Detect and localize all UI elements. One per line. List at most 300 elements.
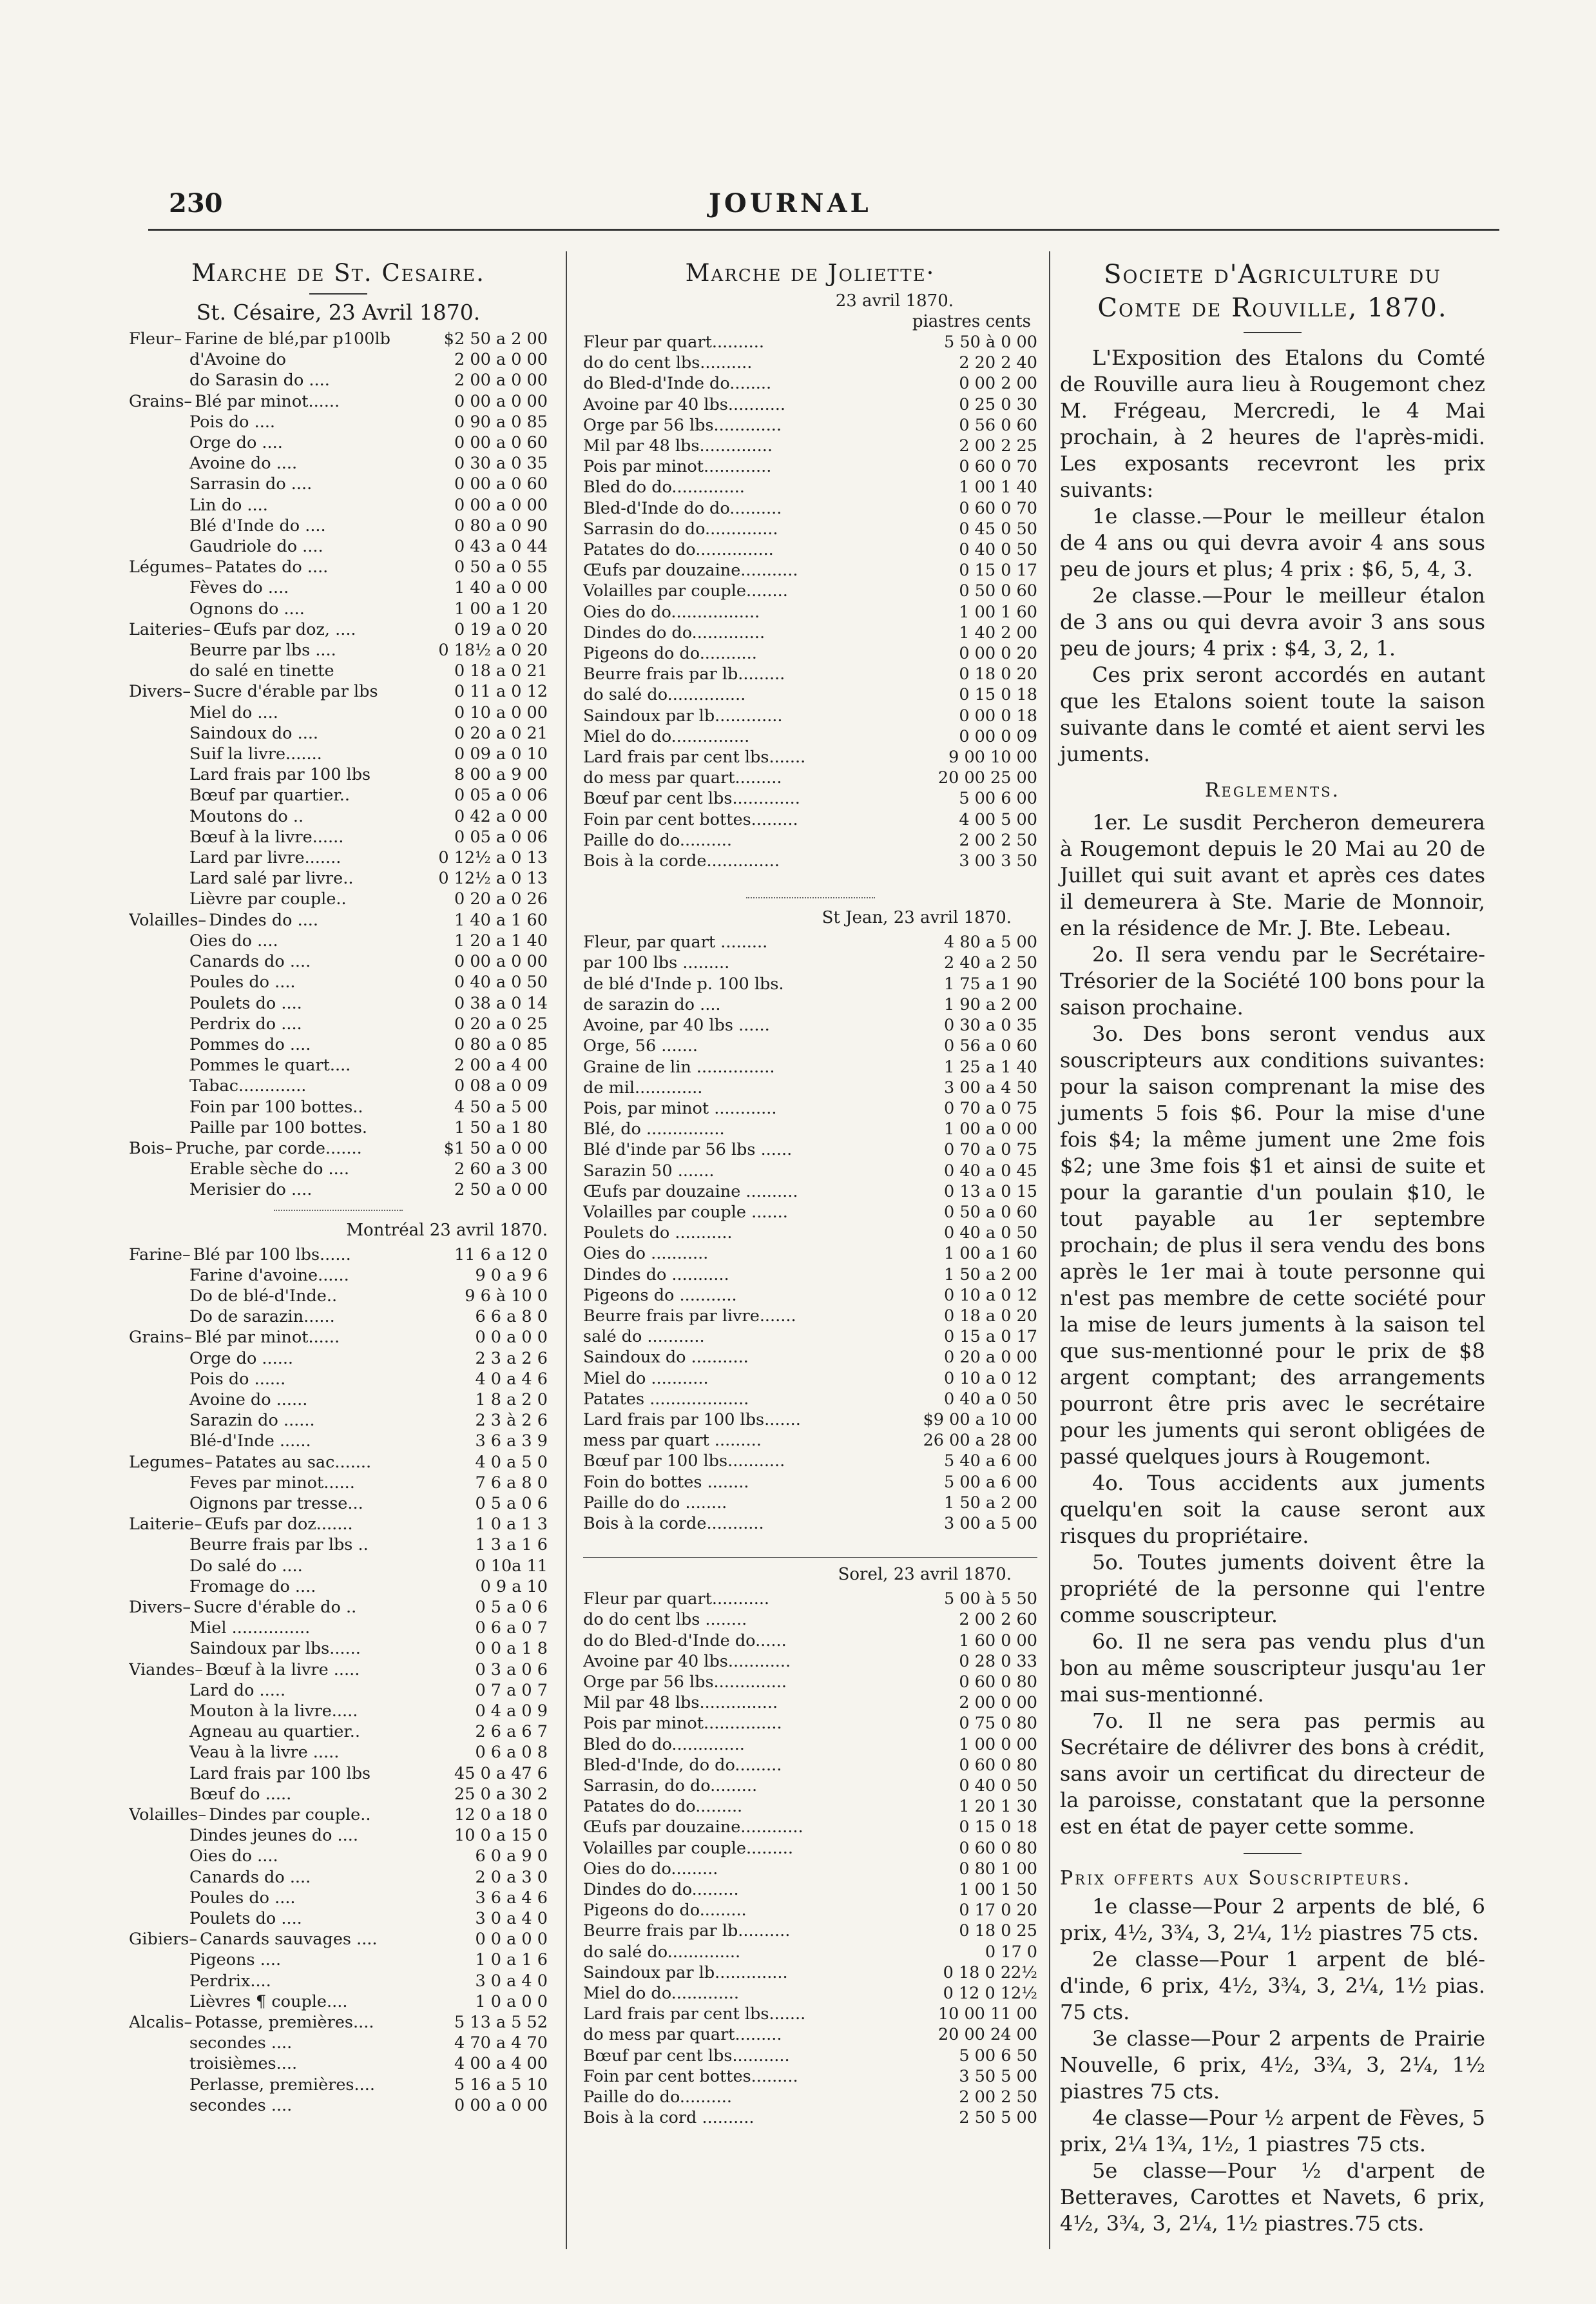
short-rule bbox=[309, 293, 367, 295]
price-row bbox=[583, 2087, 1037, 2107]
price-row bbox=[129, 557, 548, 577]
intro-paragraph: Ces prix seront accordés en autant que les Etalons soient toute la saison suivante dans le comté et aient servi les juments. bbox=[1060, 663, 1485, 766]
item-name: Feves par minot...... bbox=[189, 1473, 355, 1493]
item-name: Lièvre par couple.. bbox=[189, 889, 347, 909]
price-item-label bbox=[583, 1755, 909, 1776]
price-item-label bbox=[129, 1867, 428, 1888]
item-name: Sucre d'érable par lbs bbox=[193, 682, 378, 702]
price-row bbox=[583, 684, 1037, 705]
price-row bbox=[583, 1285, 1037, 1306]
price-item-label bbox=[583, 2087, 909, 2107]
price-row bbox=[583, 1962, 1037, 1983]
category-label: Viandes– bbox=[129, 1660, 203, 1680]
item-name: Œufs par douzaine .......... bbox=[583, 1181, 798, 1201]
price-value: 0 40 0 50 bbox=[959, 1776, 1037, 1796]
price-value: 1 90 a 2 00 bbox=[944, 994, 1037, 1014]
price-row bbox=[583, 353, 1037, 373]
montreal-date: Montréal 23 avril 1870. bbox=[346, 1220, 548, 1240]
sorel-price-list bbox=[583, 1589, 1037, 2128]
price-value: 9 6 à 10 0 bbox=[465, 1286, 548, 1306]
price-value: 0 00 a 0 00 bbox=[454, 495, 548, 515]
price-row bbox=[583, 1879, 1037, 1900]
item-name: Beurre frais par lb......... bbox=[583, 664, 785, 684]
item-name: Do salé do .... bbox=[189, 1556, 303, 1576]
item-name: Patates do .... bbox=[215, 557, 329, 577]
price-value: $1 50 a 0 00 bbox=[443, 1138, 548, 1158]
price-value: 0 12½ a 0 13 bbox=[438, 869, 548, 889]
item-name: Sarazin 50 ....... bbox=[583, 1161, 715, 1181]
price-value: 3 0 a 4 0 bbox=[475, 1909, 548, 1929]
item-name: Avoine par 40 lbs............ bbox=[583, 1651, 791, 1671]
price-row bbox=[129, 1660, 548, 1680]
price-row bbox=[583, 332, 1037, 353]
price-item-label bbox=[129, 1179, 428, 1200]
price-row bbox=[129, 495, 548, 516]
price-row bbox=[129, 889, 548, 909]
price-item-label bbox=[583, 394, 909, 415]
price-row bbox=[583, 1161, 1037, 1181]
price-value: 0 45 0 50 bbox=[959, 519, 1037, 539]
price-value: 0 00 0 09 bbox=[959, 726, 1037, 746]
column-divider bbox=[566, 251, 567, 2249]
price-row bbox=[583, 1098, 1037, 1119]
item-name: Blé, do ............... bbox=[583, 1119, 725, 1139]
price-item-label bbox=[129, 951, 428, 972]
price-value: 0 15 0 18 bbox=[959, 1817, 1037, 1837]
price-row bbox=[583, 664, 1037, 684]
price-item-label bbox=[583, 1493, 909, 1513]
price-row bbox=[583, 1838, 1037, 1859]
item-name: Bœuf par cent lbs............. bbox=[583, 789, 800, 809]
price-row bbox=[129, 1742, 548, 1763]
price-item-label bbox=[129, 1034, 428, 1055]
item-name: Agneau au quartier.. bbox=[189, 1722, 360, 1742]
price-item-label bbox=[129, 723, 428, 744]
price-value: 0 60 0 80 bbox=[959, 1672, 1037, 1692]
price-item-label bbox=[583, 2107, 909, 2128]
price-value: 0 90 a 0 85 bbox=[454, 412, 548, 432]
price-row bbox=[129, 681, 548, 702]
intro-paragraph: L'Exposition des Etalons du Comté de Rouville aura lieu à Rougemont chez M. Frégeau, Mercredi, le 4 Mai prochain, à 2 heures de l'après-midi. Les exposants recevront les prix suivants: bbox=[1060, 345, 1485, 502]
price-item-label bbox=[129, 1159, 428, 1179]
reglement-paragraph: 4o. Tous accidents aux juments quelqu'en soit la cause seront aux risques du propriétaire. bbox=[1060, 1471, 1485, 1548]
item-name: salé do ........... bbox=[583, 1327, 705, 1347]
price-value: 0 56 0 60 bbox=[959, 415, 1037, 435]
price-value: 0 4 a 0 9 bbox=[475, 1701, 548, 1721]
item-name: Perdrix do .... bbox=[189, 1014, 302, 1034]
price-value: 5 00 6 00 bbox=[959, 789, 1037, 809]
price-item-label bbox=[129, 702, 428, 723]
price-value: 3 00 a 5 00 bbox=[944, 1513, 1037, 1533]
item-name: Tabac............. bbox=[189, 1076, 307, 1096]
price-value: 0 80 a 0 90 bbox=[454, 516, 548, 536]
price-value: 0 00 0 18 bbox=[959, 706, 1037, 726]
price-value: 3 00 3 50 bbox=[959, 851, 1037, 871]
price-row bbox=[129, 1118, 548, 1138]
price-row bbox=[583, 2107, 1037, 2128]
price-row bbox=[129, 744, 548, 764]
price-row bbox=[129, 412, 548, 432]
price-value: 0 50 0 60 bbox=[959, 581, 1037, 601]
price-row bbox=[129, 1721, 548, 1742]
price-item-label bbox=[583, 994, 909, 1015]
price-item-label bbox=[583, 706, 909, 726]
price-row bbox=[129, 1179, 548, 1200]
item-name: Pigeons .... bbox=[189, 1950, 282, 1970]
price-value: 1 20 a 1 40 bbox=[454, 931, 548, 951]
price-row bbox=[129, 764, 548, 785]
price-value: 10 00 11 00 bbox=[937, 2004, 1037, 2024]
price-row bbox=[583, 851, 1037, 871]
societe-title-line2: Comte de Rouville, 1870. bbox=[1097, 293, 1448, 323]
price-item-label bbox=[129, 1327, 428, 1348]
price-row bbox=[583, 1015, 1037, 1036]
price-item-label bbox=[129, 495, 428, 516]
price-value: 0 60 0 80 bbox=[959, 1838, 1037, 1858]
price-value: 0 50 a 0 55 bbox=[454, 557, 548, 577]
item-name: Blé par minot...... bbox=[195, 1328, 340, 1348]
price-item-label bbox=[583, 1513, 909, 1534]
price-row bbox=[129, 1055, 548, 1076]
price-value: 12 0 a 18 0 bbox=[454, 1805, 548, 1825]
price-row bbox=[129, 1493, 548, 1514]
price-item-label bbox=[583, 1838, 909, 1859]
price-item-label bbox=[129, 640, 428, 661]
price-row bbox=[583, 1181, 1037, 1202]
price-value: 0 80 1 00 bbox=[959, 1859, 1037, 1879]
reglement-paragraph: 6o. Il ne sera pas vendu plus d'un bon au même souscripteur jusqu'au 1er mai sus-mentionné. bbox=[1060, 1629, 1485, 1707]
price-value: 0 38 a 0 14 bbox=[454, 993, 548, 1013]
item-name: Fromage do .... bbox=[189, 1576, 316, 1596]
price-value: 3 6 a 3 9 bbox=[475, 1431, 548, 1451]
price-value: 2 00 2 25 bbox=[959, 436, 1037, 456]
price-item-label bbox=[583, 664, 909, 684]
price-row bbox=[129, 1701, 548, 1721]
item-name: Canards do .... bbox=[189, 1867, 311, 1887]
price-row bbox=[129, 1286, 548, 1306]
price-value: 0 18 a 0 20 bbox=[944, 1306, 1037, 1326]
price-row bbox=[129, 806, 548, 827]
price-row bbox=[583, 1796, 1037, 1817]
price-item-label bbox=[129, 1618, 428, 1638]
item-name: Fleur par quart........... bbox=[583, 1589, 770, 1609]
price-value: 3 0 a 4 0 bbox=[475, 1971, 548, 1991]
item-name: Pommes do .... bbox=[189, 1034, 311, 1054]
price-value: 2 00 2 50 bbox=[959, 830, 1037, 850]
price-row bbox=[583, 1472, 1037, 1493]
price-row bbox=[129, 1514, 548, 1534]
price-value: 0 3 a 0 6 bbox=[475, 1660, 548, 1680]
price-item-label bbox=[129, 1846, 428, 1866]
price-value: 0 70 a 0 75 bbox=[944, 1098, 1037, 1118]
item-name: Dindes par couple.. bbox=[209, 1805, 371, 1825]
prix-heading: Prix offerts aux Souscripteurs. bbox=[1060, 1867, 1412, 1890]
price-value: 0 80 a 0 85 bbox=[454, 1034, 548, 1054]
price-value: 0 40 0 50 bbox=[959, 540, 1037, 560]
item-name: Lard frais par 100 lbs bbox=[189, 765, 371, 785]
price-row bbox=[583, 2066, 1037, 2087]
item-name: Orge do ...... bbox=[189, 1348, 294, 1368]
item-name: Œufs par douzaine........... bbox=[583, 561, 798, 581]
prix-paragraph: 3e classe—Pour 2 arpents de Prairie Nouvelle, 6 prix, 4½, 3¾, 3, 2¼, 1½ piastres 75 cts. bbox=[1060, 2026, 1485, 2104]
price-value: 0 15 0 17 bbox=[959, 561, 1037, 581]
item-name: secondes .... bbox=[189, 2033, 293, 2053]
price-item-label bbox=[583, 1451, 909, 1471]
prix-paragraph: 1e classe—Pour 2 arpents de blé, 6 prix, 4½, 3¾, 3, 2¼, 1½ piastres 75 cts. bbox=[1060, 1894, 1485, 1945]
price-value: 4 00 5 00 bbox=[959, 809, 1037, 829]
price-value: 5 13 a 5 52 bbox=[454, 2013, 548, 2033]
price-item-label bbox=[583, 1879, 909, 1900]
price-value: 0 10 a 0 00 bbox=[454, 702, 548, 722]
item-name: Paille par 100 bottes. bbox=[189, 1118, 367, 1137]
price-value: 1 40 2 00 bbox=[959, 623, 1037, 643]
price-item-label bbox=[129, 1452, 428, 1473]
price-row bbox=[583, 1713, 1037, 1734]
price-row bbox=[129, 993, 548, 1014]
price-item-label bbox=[129, 1825, 428, 1846]
price-row bbox=[129, 1327, 548, 1348]
price-row bbox=[129, 785, 548, 806]
item-name: Farine d'avoine...... bbox=[189, 1265, 349, 1285]
price-row bbox=[129, 1763, 548, 1784]
price-row bbox=[583, 1672, 1037, 1692]
item-name: do salé do............... bbox=[583, 685, 746, 705]
price-value: 1 0 a 1 3 bbox=[475, 1515, 548, 1534]
price-item-label bbox=[583, 1472, 909, 1493]
item-name: Saindoux par lb............. bbox=[583, 706, 783, 726]
item-name: Œufs par douzaine............ bbox=[583, 1817, 803, 1837]
price-item-label bbox=[129, 536, 428, 557]
item-name: Foin par cent bottes......... bbox=[583, 2066, 798, 2086]
category-label: Bois– bbox=[129, 1138, 173, 1158]
price-row bbox=[129, 1076, 548, 1096]
price-row bbox=[583, 1631, 1037, 1651]
price-item-label bbox=[583, 1368, 909, 1389]
price-row bbox=[129, 1950, 548, 1970]
price-value: 0 18 0 20 bbox=[959, 664, 1037, 684]
item-name: do Bled-d'Inde do........ bbox=[583, 374, 772, 394]
price-item-label bbox=[583, 768, 909, 788]
price-row bbox=[129, 1244, 548, 1265]
price-row bbox=[583, 1589, 1037, 1609]
joliette-date: 23 avril 1870. bbox=[835, 291, 954, 311]
price-value: 0 15 a 0 17 bbox=[944, 1327, 1037, 1347]
price-value: 1 00 a 1 60 bbox=[944, 1244, 1037, 1264]
price-row bbox=[129, 599, 548, 619]
price-value: $2 50 a 2 00 bbox=[443, 329, 548, 349]
item-name: Oies do do................. bbox=[583, 602, 760, 622]
price-row bbox=[583, 1983, 1037, 2004]
item-name: Pois par minot............... bbox=[583, 1714, 782, 1734]
price-row bbox=[583, 1776, 1037, 1796]
price-value: 4 70 a 4 70 bbox=[454, 2033, 548, 2053]
price-value: 5 40 a 6 00 bbox=[944, 1451, 1037, 1471]
price-value: 10 0 a 15 0 bbox=[454, 1826, 548, 1846]
item-name: Mil par 48 lbs............... bbox=[583, 1693, 778, 1713]
item-name: Avoine par 40 lbs........... bbox=[583, 394, 786, 414]
price-value: 0 40 a 0 45 bbox=[944, 1161, 1037, 1181]
price-row bbox=[129, 1389, 548, 1410]
price-item-label bbox=[583, 373, 909, 394]
item-name: Bœuf par cent lbs........... bbox=[583, 2046, 790, 2066]
price-row bbox=[129, 1014, 548, 1034]
price-value: 0 43 a 0 44 bbox=[454, 537, 548, 557]
item-name: Orge do .... bbox=[189, 433, 283, 453]
price-value: 0 20 a 0 00 bbox=[944, 1348, 1037, 1368]
price-row bbox=[583, 1223, 1037, 1243]
price-row bbox=[583, 1202, 1037, 1223]
price-value: 25 0 a 30 2 bbox=[454, 1784, 548, 1804]
price-item-label bbox=[583, 1119, 909, 1139]
price-item-label bbox=[129, 619, 428, 640]
column-st-cesaire bbox=[129, 255, 548, 2116]
price-item-label bbox=[583, 1181, 909, 1202]
price-item-label bbox=[583, 747, 909, 768]
item-name: Lard frais par 100 lbs bbox=[189, 1763, 371, 1783]
price-value: 0 30 a 0 35 bbox=[944, 1016, 1037, 1036]
price-value: 0 9 a 10 bbox=[480, 1576, 548, 1596]
price-item-label bbox=[583, 1817, 909, 1837]
price-item-label bbox=[129, 1908, 428, 1929]
price-item-label bbox=[129, 1929, 428, 1950]
price-item-label bbox=[583, 581, 909, 601]
item-name: par 100 lbs ......... bbox=[583, 953, 730, 973]
price-value: 0 30 a 0 35 bbox=[454, 454, 548, 474]
price-row bbox=[583, 456, 1037, 477]
price-value: 0 0 a 0 0 bbox=[475, 1930, 548, 1950]
item-name: Oies do .... bbox=[189, 931, 278, 951]
item-name: Blé d'inde par 56 lbs ...... bbox=[583, 1140, 793, 1160]
item-name: Volailles par couple........ bbox=[583, 581, 788, 601]
price-value: 1 3 a 1 6 bbox=[475, 1535, 548, 1555]
sorel-date: Sorel, 23 avril 1870. bbox=[838, 1565, 1012, 1585]
item-name: Pois do ...... bbox=[189, 1369, 286, 1389]
price-value: 5 00 a 6 00 bbox=[944, 1472, 1037, 1492]
price-row bbox=[129, 1618, 548, 1638]
dotted-separator bbox=[746, 897, 875, 898]
item-name: Potasse, premières.... bbox=[195, 2013, 374, 2033]
price-item-label bbox=[583, 1243, 909, 1264]
price-row bbox=[129, 1991, 548, 2012]
prix-paragraph: 5e classe—Pour ½ d'arpent de Betteraves, Carottes et Navets, 6 prix, 4½, 3¾, 3, 2¼, 1½ piastres.75 cts. bbox=[1060, 2158, 1485, 2236]
price-value: 20 00 24 00 bbox=[937, 2025, 1037, 2045]
price-row bbox=[129, 1431, 548, 1451]
price-value: 0 09 a 0 10 bbox=[454, 744, 548, 764]
price-row bbox=[129, 910, 548, 931]
price-value: 0 40 a 0 50 bbox=[944, 1223, 1037, 1243]
item-name: Patates ................... bbox=[583, 1389, 749, 1409]
price-item-label bbox=[583, 1098, 909, 1119]
price-item-label bbox=[129, 1055, 428, 1076]
price-item-label bbox=[583, 1962, 909, 1983]
item-name: Œufs par doz, .... bbox=[213, 619, 356, 639]
category-label: Laiterie– bbox=[129, 1515, 202, 1534]
price-value: 0 12 0 12½ bbox=[943, 1984, 1037, 2004]
price-row bbox=[129, 951, 548, 972]
item-name: Lard frais par cent lbs....... bbox=[583, 2004, 806, 2024]
item-name: Poulets do ........... bbox=[583, 1223, 733, 1243]
category-label: Gibiers– bbox=[129, 1930, 198, 1950]
item-name: Mil par 48 lbs.............. bbox=[583, 436, 773, 456]
item-name: Oignons par tresse... bbox=[189, 1493, 363, 1513]
price-row bbox=[129, 868, 548, 889]
item-name: Bois à la cord .......... bbox=[583, 2108, 755, 2128]
item-name: Moutons do .. bbox=[189, 806, 304, 826]
price-item-label bbox=[583, 1015, 909, 1036]
price-item-label bbox=[583, 643, 909, 664]
price-row bbox=[129, 972, 548, 992]
item-name: Oies do ........... bbox=[583, 1244, 709, 1264]
price-row bbox=[583, 1817, 1037, 1837]
price-row bbox=[583, 2004, 1037, 2024]
price-item-label bbox=[129, 993, 428, 1014]
price-value: 0 20 a 0 25 bbox=[454, 1014, 548, 1034]
price-value: 2 50 5 00 bbox=[959, 2108, 1037, 2128]
item-name: Sarazin do ...... bbox=[189, 1411, 315, 1431]
item-name: do mess par quart......... bbox=[583, 768, 782, 788]
price-row bbox=[129, 1473, 548, 1493]
societe-intro bbox=[1060, 345, 1485, 768]
price-row bbox=[583, 602, 1037, 623]
item-name: Avoine, par 40 lbs ...... bbox=[583, 1016, 770, 1036]
price-row bbox=[129, 1825, 548, 1846]
price-item-label bbox=[129, 329, 428, 349]
price-item-label bbox=[583, 1672, 909, 1692]
price-value: 0 12½ a 0 13 bbox=[438, 848, 548, 868]
price-row bbox=[129, 577, 548, 598]
category-label: Légumes– bbox=[129, 557, 213, 577]
joliette-units: piastres cents bbox=[912, 312, 1031, 331]
item-name: Paille do do.......... bbox=[583, 2087, 732, 2107]
price-row bbox=[583, 1430, 1037, 1451]
price-item-label bbox=[583, 684, 909, 705]
price-row bbox=[129, 1929, 548, 1950]
price-item-label bbox=[129, 1369, 428, 1389]
price-item-label bbox=[129, 1971, 428, 1991]
item-name: Saindoux do .... bbox=[189, 723, 319, 743]
item-name: Poulets do .... bbox=[189, 993, 302, 1013]
price-item-label bbox=[583, 1285, 909, 1306]
price-row bbox=[129, 1265, 548, 1286]
price-row bbox=[129, 1410, 548, 1431]
item-name: do do cent lbs.......... bbox=[583, 353, 753, 373]
price-item-label bbox=[583, 1389, 909, 1409]
price-row bbox=[583, 1078, 1037, 1098]
price-row bbox=[129, 1908, 548, 1929]
price-item-label bbox=[583, 498, 909, 519]
category-label: Grains– bbox=[129, 391, 193, 411]
price-value: 0 6 a 0 7 bbox=[475, 1618, 548, 1638]
section-rule bbox=[583, 1557, 1037, 1558]
price-item-label bbox=[129, 1514, 428, 1534]
item-name: Erable sèche do .... bbox=[189, 1159, 349, 1179]
price-item-label bbox=[583, 1409, 909, 1430]
price-item-label bbox=[129, 1805, 428, 1825]
price-row bbox=[129, 1846, 548, 1866]
price-row bbox=[583, 1139, 1037, 1160]
price-value: 0 00 a 0 60 bbox=[454, 433, 548, 453]
price-row bbox=[129, 1784, 548, 1805]
price-item-label bbox=[583, 1139, 909, 1160]
item-name: Oies do .... bbox=[189, 1846, 278, 1866]
category-label: Farine– bbox=[129, 1244, 191, 1264]
societe-title-line1: Societe d'Agriculture du bbox=[1104, 260, 1441, 289]
prix-paragraph: 2e classe—Pour 1 arpent de blé-d'inde, 6 prix, 4½, 3¾, 3, 2¼, 1½ pias. 75 cts. bbox=[1060, 1947, 1485, 2024]
price-item-label bbox=[583, 1609, 909, 1630]
reglements-heading: Reglements. bbox=[1204, 779, 1341, 802]
price-value: 1 00 a 0 00 bbox=[944, 1119, 1037, 1139]
price-item-label bbox=[129, 1597, 428, 1618]
